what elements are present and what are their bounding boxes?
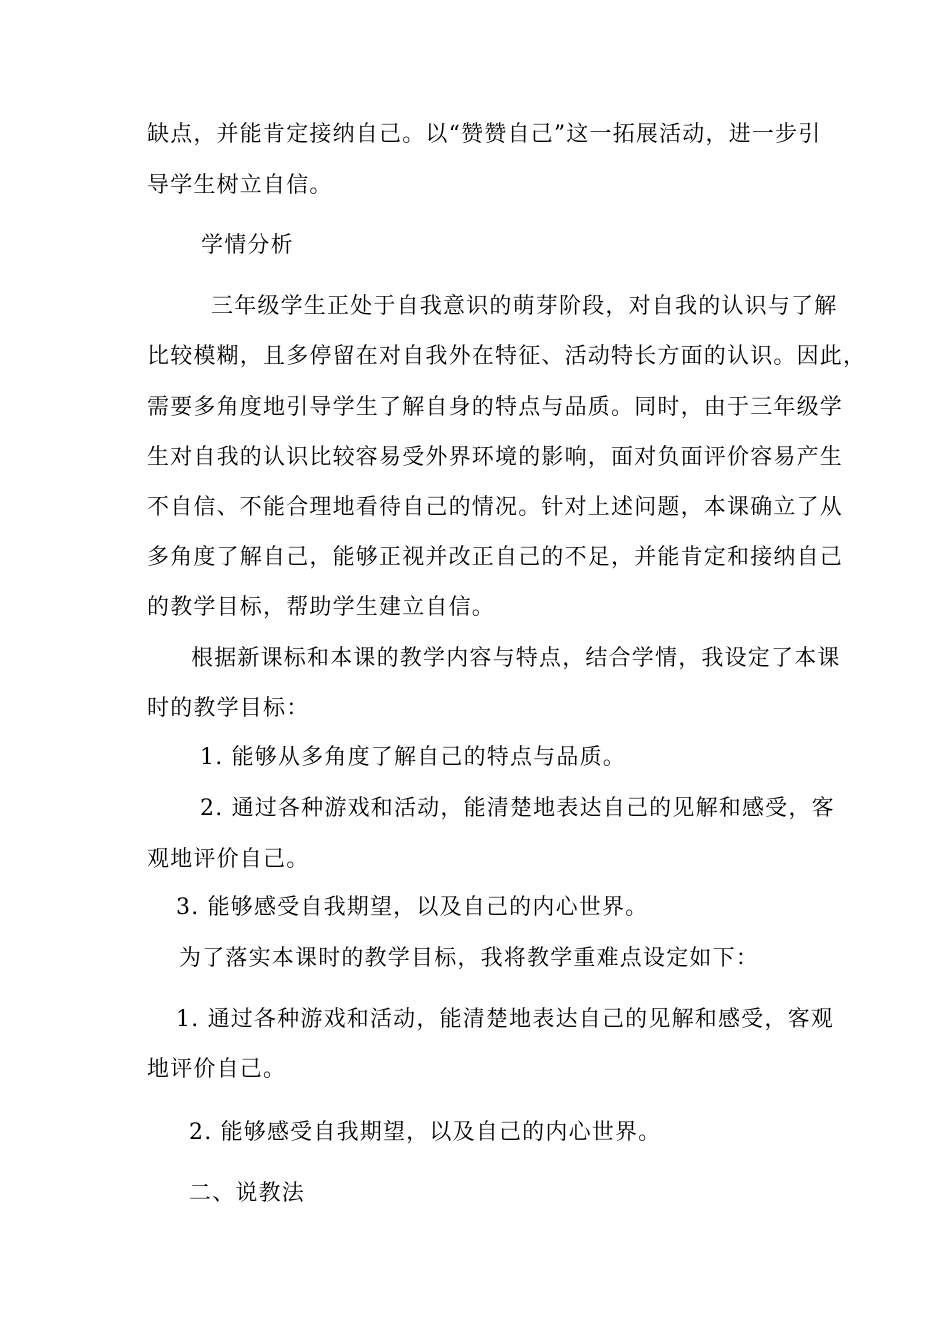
paragraph-line: 根据新课标和本课的教学内容与特点，结合学情，我设定了本课	[191, 646, 841, 671]
paragraph-line: 缺点，并能肯定接纳自己。以“赞赞自己”这一拓展活动，进一步引	[147, 122, 822, 147]
list-item: 1. 能够从多角度了解自己的特点与品质。	[200, 745, 626, 770]
paragraph-line: 需要多角度地引导学生了解自身的特点与品质。同时，由于三年级学	[147, 395, 844, 420]
paragraph-line: 生对自我的认识比较容易受外界环境的影响，面对负面评价容易产生	[147, 445, 844, 470]
paragraph-line: 为了落实本课时的教学目标，我将教学重难点设定如下：	[179, 946, 760, 971]
paragraph-line: 比较模糊，且多停留在对自我外在特征、活动特长方面的认识。因此，	[147, 344, 867, 369]
paragraph-line: 不自信、不能合理地看待自己的情况。针对上述问题，本课确立了从	[147, 495, 844, 520]
list-item: 2. 能够感受自我期望，以及自己的内心世界。	[189, 1120, 662, 1145]
section-heading: 学情分析	[201, 233, 294, 258]
list-item-continuation: 地评价自己。	[147, 1057, 287, 1082]
paragraph-line: 时的教学目标：	[147, 696, 310, 721]
paragraph-line: 导学生树立自信。	[147, 173, 333, 198]
list-item-continuation: 观地评价自己。	[147, 847, 310, 872]
list-item: 3. 能够感受自我期望，以及自己的内心世界。	[176, 895, 649, 920]
list-item: 1. 通过各种游戏和活动，能清楚地表达自己的见解和感受，客观	[176, 1007, 834, 1032]
list-item: 2. 通过各种游戏和活动，能清楚地表达自己的见解和感受，客	[200, 796, 835, 821]
section-heading: 二、说教法	[189, 1181, 306, 1206]
paragraph-line: 的教学目标，帮助学生建立自信。	[147, 595, 496, 620]
paragraph-line: 多角度了解自己，能够正视并改正自己的不足，并能肯定和接纳自己	[147, 545, 844, 570]
paragraph-line: 三年级学生正处于自我意识的萌芽阶段，对自我的认识与了解	[211, 294, 838, 319]
